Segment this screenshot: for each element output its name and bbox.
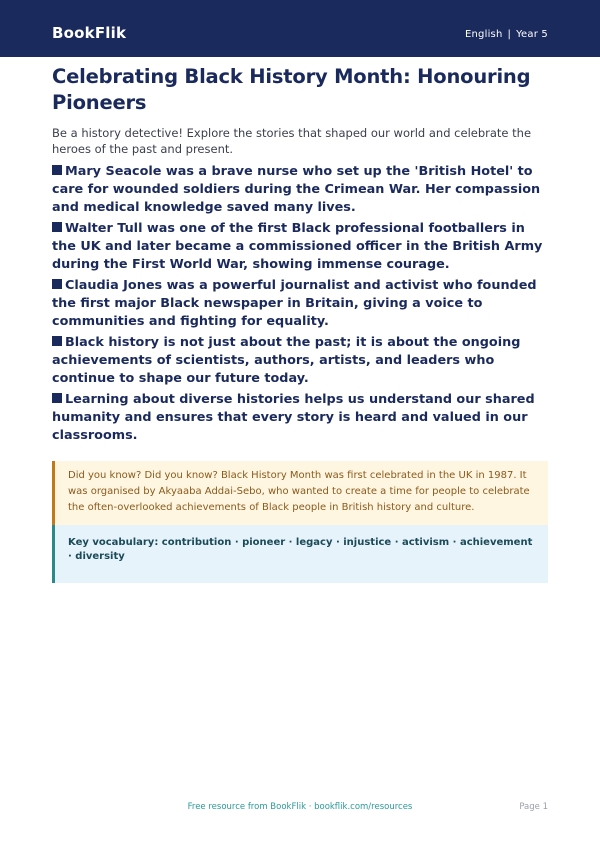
- intro-text: Be a history detective! Explore the stories that shaped our world and celebrate the heroes of the past and present.: [52, 126, 532, 156]
- fact-item: [52, 163, 548, 217]
- did-you-know-callout: Did you know? Did you know? Black History Month was first celebrated in the UK in 1987. It was organised by Akyaaba Addai-Sebo, who wanted to create a time for people to celebrate the often-overlooked achievements of Black people in British history and culture.: [52, 461, 548, 525]
- bullet-square-icon: [52, 165, 62, 175]
- bullet-square-icon: [52, 393, 62, 403]
- footer-text[interactable]: Free resource from BookFlik · bookflik.com/resources: [187, 802, 413, 812]
- fact-text: Mary Seacole was a brave nurse who set up the 'British Hotel' to care for wounded soldiers during the Crimean War. Her compassion and medical knowledge saved many lives.: [52, 164, 541, 215]
- fact-item: [52, 391, 548, 445]
- fact-item: [52, 277, 548, 331]
- fact-item: [52, 334, 548, 388]
- page-title: Celebrating Black History Month: Honouring Pioneers: [52, 65, 531, 114]
- fact-text: Claudia Jones was a powerful journalist and activist who founded the first major Black newspaper in Britain, giving a voice to communities and fighting for equality.: [52, 278, 537, 329]
- fact-text: Black history is not just about the past; it is about the ongoing achievements of scientists, authors, artists, and leaders who continue to shape our future today.: [52, 335, 521, 386]
- bullet-square-icon: [52, 336, 62, 346]
- top-bar: [0, 0, 600, 57]
- fact-item: [52, 220, 548, 274]
- year-label: Year 5: [516, 29, 548, 40]
- subject-label: English: [464, 29, 503, 40]
- page-number: Page 1: [519, 802, 548, 812]
- bullet-square-icon: [52, 222, 62, 232]
- bullet-square-icon: [52, 279, 62, 289]
- worksheet-content: [52, 64, 548, 583]
- subject-year-meta: [465, 29, 548, 40]
- brand-logo[interactable]: BookFlik: [52, 24, 127, 42]
- meta-separator: |: [507, 29, 512, 40]
- fact-text: Learning about diverse histories helps us understand our shared humanity and ensures that every story is heard and valued in our classrooms.: [52, 392, 535, 443]
- key-vocabulary-box: Key vocabulary: contribution · pioneer · legacy · injustice · activism · achievement · diversity: [52, 525, 548, 583]
- fact-text: Walter Tull was one of the first Black professional footballers in the UK and later became a commissioned officer in the British Army during the First World War, showing immense courage.: [52, 221, 543, 272]
